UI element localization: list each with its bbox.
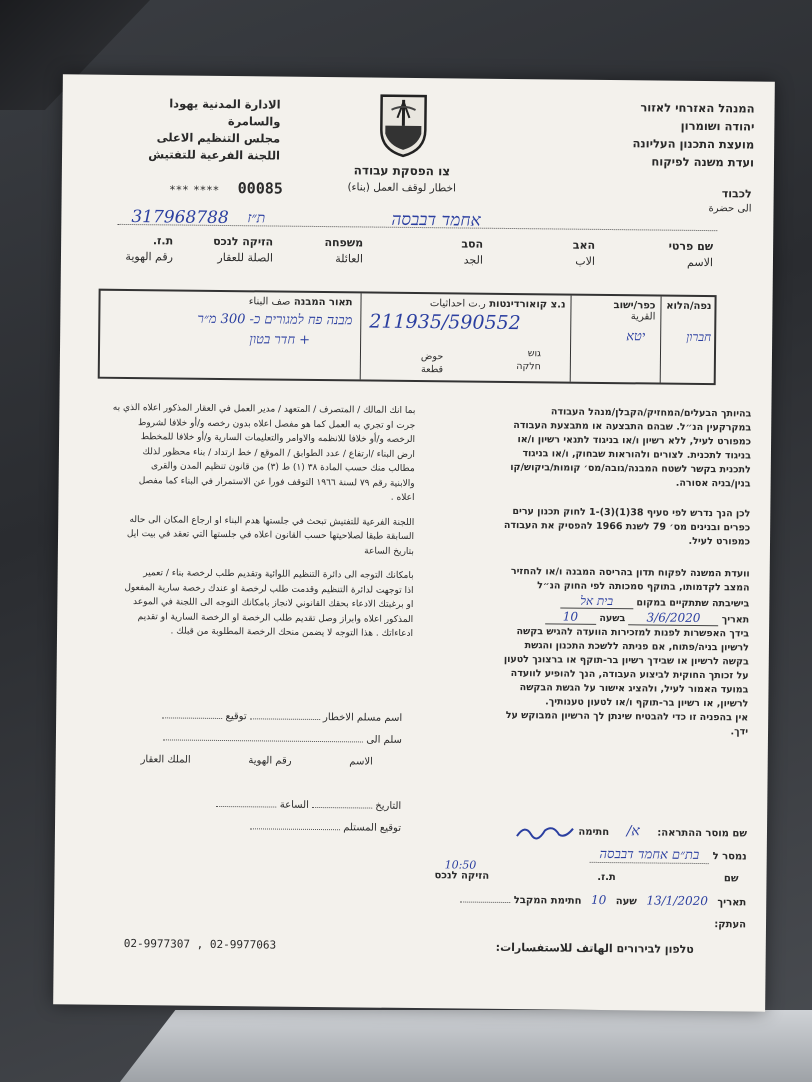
he-body-line: כמפורט לעיל. — [688, 535, 751, 548]
he-body-line: לרשיון בניה/פתוח, אם פניתה ללשכת התכנון והגשת — [524, 640, 749, 654]
handwritten-time: 10:50 — [444, 858, 477, 872]
idf-emblem-icon — [377, 92, 430, 159]
serial-number: 00085 — [237, 179, 283, 198]
desc-value-1: מבנה פח למגורים כ- 300 מ״ר — [197, 311, 353, 329]
ar-body-line: جرت او تجري به العمل كما هو مفصل اعلاه بدون رخصه و/أو خلافا لشروط — [137, 417, 416, 431]
ar-body-line: اذا توجهت لدائرة التنظيم وقدمت طلب لرخصة او عندك رخصة سارية المفعول — [124, 582, 414, 596]
he-body-line: לכן הנך נדרש לפי סעיף 38(1)(3)-1 לחוק תכנון ערים — [512, 506, 751, 520]
field-label-he: הסב — [461, 237, 484, 251]
to-label-he: לכבוד — [721, 187, 752, 201]
field-label-ar: العائلة — [335, 252, 364, 266]
helka-label: חלקה — [516, 361, 541, 373]
he-body-line: לתכנית בקשר לשטח המבנה/גובה/מס׳ קומות/ביקוש/קו — [510, 462, 751, 476]
desc-label-ar: صف البناء — [248, 296, 291, 308]
he-name-label: שם — [723, 873, 739, 885]
he-relation-label: הזיקה לנכס — [434, 870, 490, 882]
coords-label-ar: ر.ت احداثيات — [429, 298, 486, 310]
person-fields-row — [99, 233, 713, 281]
he-deliverer-value: א/ — [626, 823, 640, 840]
ar-date-blank — [312, 807, 372, 809]
hearing-hour-value: 10 — [545, 609, 596, 625]
hebrew-header — [554, 97, 755, 171]
cell-village — [570, 296, 662, 383]
he-body-line: בניגוד לתכנית. לצורים ולהוראות שבחוק, ו/או בניגוד — [522, 448, 751, 462]
he-body-line: ידך. — [730, 726, 749, 738]
coords-value: 211935/590552 — [369, 310, 521, 335]
ar-header-line: مجلس التنظيم الاعلى — [156, 130, 281, 146]
ar-signature-label: توقيع — [225, 711, 247, 723]
ar-body-line: بتاريخ الساعة — [364, 545, 414, 557]
stop-work-order-document — [53, 74, 775, 1011]
ar-signature-blank — [162, 717, 222, 719]
hod-label: حوض — [420, 351, 444, 363]
ar-date-time-row — [111, 793, 401, 818]
ar-receiver-sig-row — [111, 815, 401, 840]
he-given-to-label: נמסר ל — [712, 851, 747, 863]
field-label-ar: الصلة للعقار — [217, 250, 274, 265]
ar-id-label: رقم الهوية — [248, 755, 292, 767]
he-body-line: כפרים ובנינים מס׳ 79 לשנת 1966 להפסיק את העבודה — [503, 519, 751, 534]
field-grandfather — [413, 236, 483, 269]
he-date-value: 13/1/2020 — [646, 893, 708, 909]
footer-phones: 02-9977307 , 02-9977063 — [123, 936, 277, 952]
qita-label: قطعة — [421, 364, 444, 376]
he-body-line: בידך האפשרות לפנות למזכירות הוועדה להגיש בקשה — [516, 626, 750, 640]
he-id-label: ת.ז. — [597, 871, 616, 884]
he-header-line: המנהל האזרחי לאזור — [640, 100, 755, 116]
village-label-he: כפר/ישוב — [613, 300, 656, 312]
village-label-ar: القرية — [630, 311, 656, 323]
hearing-place-value: בית אל — [560, 594, 633, 610]
he-body-line: לרשיון, או רשיון בר-תוקף ו/או לטעון טענותיך. — [545, 696, 749, 710]
he-given-to-value: בת״ם אחמד דבבסה — [589, 847, 709, 864]
ar-body-line: والابنية رقم ٧٩ لسنة ١٩٦٦ التوقف فورا عن الاستمرار في البناء كما مفصل — [138, 475, 415, 489]
district-label: נפה/הלוא — [666, 300, 712, 313]
arabic-delivery-section — [111, 705, 402, 840]
hearing-place-label: בישיבתה שתתקיים במקום — [636, 597, 750, 610]
ar-receiver-sig-blank — [250, 828, 340, 830]
ar-body-line: المذكور اعلاه وابراز وصل تقديم طلب الرخصة او الرخصة السارية او تقديم — [137, 611, 414, 625]
field-label-ar: رقم الهوية — [125, 249, 174, 264]
field-label-he: הזיקה לנכס — [213, 234, 274, 249]
order-title-he: צו הפסקת עבודה — [353, 163, 451, 179]
desc-label-he: תאור המבנה — [293, 296, 353, 309]
hearing-hour-label: בשעה — [599, 612, 626, 625]
he-receiver-sig-blank — [460, 902, 510, 904]
ar-deliverer-label: اسم مسلم الاخطار — [322, 712, 403, 724]
ar-header-line: الادارة المدنية يهودا — [169, 96, 281, 112]
serial-prefix: *** **** — [169, 183, 220, 197]
footer — [124, 937, 694, 956]
ar-receiver-sig-label: توقيع المستلم — [343, 822, 402, 834]
ar-body-line: الرخصه و/أو خلافا للانظمه والاوامر والتعليمات السارية و/أو خلافا للمخطط — [140, 432, 416, 446]
handwritten-name: אחמד דבבסה — [391, 209, 481, 231]
he-header-line: יהודה ושומרון — [680, 118, 755, 134]
he-receiver-sig-label: חתימת המקבל — [513, 895, 582, 907]
he-deliverer-row — [427, 818, 747, 845]
ar-deliverer-row — [112, 705, 402, 730]
he-header-line: ועדת משנה לפיקוח — [651, 154, 755, 170]
field-label-ar: الجد — [463, 253, 484, 267]
he-body-line: אין בהפניה זו כדי להבטיח שינתן לך הרשיון המבוקש על — [505, 709, 749, 724]
ar-name-label: الاسم — [349, 756, 373, 768]
field-label-he: ת.ז. — [152, 234, 174, 248]
ar-body-line: بامكانك التوجه الى دائرة التنظيم اللوائية وتقديم طلب لرخصة بناء / تعمير — [143, 568, 414, 581]
ar-relation-label: الملك العقار — [140, 754, 191, 766]
handwritten-id: 317968788 — [131, 207, 229, 229]
he-body-line: על זכותך החוקית לביצוע העבודה, הנך להופיע לוועדה — [510, 668, 749, 682]
he-hour-value: 10 — [590, 892, 607, 908]
he-body-line: וועדת המשנה לפקוח תדון בהריסה המבנה ו/או להחזיר — [510, 566, 750, 580]
hebrew-delivery-section — [426, 818, 747, 936]
gush-helka — [516, 347, 541, 373]
ar-delivered-to-label: سلم الى — [366, 734, 402, 746]
ar-date-label: التاريخ — [375, 800, 402, 812]
id-prefix: ת״ז — [247, 210, 266, 227]
he-body-line: כמפורט לעיל, ללא רשיון ו/או בניגוד לתנאי רשיון ו/או — [517, 434, 752, 448]
ar-recipient-fields — [112, 749, 402, 774]
he-body-line: המצב לקדמותו, בתוקף סמכותה לפי החוק הנ״ל — [537, 580, 750, 594]
he-date-label: תאריך — [717, 897, 747, 909]
he-signature-label: חתימה — [578, 826, 610, 839]
ar-delivered-to-row — [112, 727, 402, 752]
field-relation — [193, 234, 273, 267]
he-copy-label: העתק: — [714, 919, 747, 931]
ar-body-line: مطالب منك حسب المادة ٣٨ (١) ط (٣) من قانون تنظيم المدن والقرى — [150, 461, 415, 475]
district-value: חברון — [686, 329, 712, 345]
ar-delivered-to-blank — [163, 739, 363, 742]
footer-label: טלפון לבירורים الهاتف للاستفسارات: — [495, 940, 694, 956]
ar-deliverer-blank — [250, 718, 320, 720]
ar-body-line: او برغبتك الادعاء بحقك القانوني لانجاز بامكانك التوجه الى اللجنة في الموعد — [132, 597, 414, 610]
hearing-date-value: 3/6/2020 — [629, 610, 719, 626]
arabic-body — [95, 401, 415, 642]
cell-coordinates — [360, 293, 572, 381]
cell-district — [660, 297, 716, 384]
hebrew-body — [442, 404, 751, 739]
he-body-line: במקרקעין הנ״ל. שבהם התבצעה או מתבצעת העבודה — [513, 420, 752, 434]
cell-building-description — [100, 291, 361, 380]
arabic-header — [110, 95, 281, 165]
he-body-line: בנין/בניה אסורה. — [675, 477, 751, 490]
he-body-line: בהיותך הבעלים/המחזיק/הקבלן/מנהל העבודה — [550, 406, 752, 420]
hod-qita — [421, 350, 444, 376]
field-first-name — [623, 238, 713, 271]
ar-body-line: ادعاءاتك . هذا التوجه لا يضمن منحك الرخصة المطلوبة من قبلك . — [170, 626, 414, 639]
village-value: יטא — [626, 329, 646, 345]
field-family — [293, 235, 363, 268]
he-header-line: מועצת התכנון העליונה — [632, 136, 755, 152]
ar-body-line: السابقة طبقا لصلاحيتها حسب القانون اعلاه في جلستها التي تعقد في بيت ايل — [126, 528, 415, 543]
gush-label: גוש — [527, 348, 542, 360]
he-body-line: במועד האמור לעיל, ולהציג אישור על הגשת הבקשה — [519, 682, 749, 696]
ar-body-line: اعلاه . — [390, 492, 415, 504]
field-label-he: משפחה — [324, 236, 364, 250]
field-label-ar: الاب — [575, 254, 596, 268]
ar-header-line: والسامرة — [227, 114, 281, 129]
he-deliverer-label: שם מוסר ההתראה: — [657, 827, 748, 840]
ar-body-line: اللجنة الفرعية للتفتيش تبحث في جلستها هدم البناء او ارجاع المكان الى حاله — [129, 514, 415, 528]
field-label-ar: الاسم — [687, 255, 714, 270]
field-father — [525, 237, 595, 270]
ar-time-label: الساعة — [279, 799, 309, 811]
he-date-hour-row — [426, 887, 746, 914]
he-hour-label: שעה — [615, 896, 637, 908]
field-label-he: שם פרטי — [668, 239, 714, 254]
to-label-ar: الى حضرة — [708, 203, 752, 215]
field-id — [101, 233, 173, 266]
ar-header-line: اللجنة الفرعية للتفتيش — [148, 147, 281, 163]
order-title-ar: اخطار لوقف العمل (بناء) — [347, 181, 456, 195]
desc-value-2: + חדר בטון — [249, 332, 311, 348]
coords-label-he: נ.צ קואורדינטות — [489, 298, 566, 311]
ar-time-blank — [217, 806, 277, 808]
field-label-he: האב — [572, 238, 596, 252]
ar-body-line: ارض البناء /ارتفاع / عدد الطوابق / الموقع / خط ارتداد / بناء محظور لذلك — [142, 446, 415, 460]
ar-body-line: بما انك المالك / المتصرف / المتعهد / مدير العمل في العقار المذكور اعلاه الذي به — [112, 402, 416, 417]
deliverer-signature-icon — [515, 822, 575, 841]
hearing-date-label: תאריך — [721, 614, 750, 626]
desk-object — [120, 1010, 812, 1082]
he-body-line: בקשה לרשיון או שבידך רשיון בר-תוקף או ברצונך לטעון — [503, 653, 749, 668]
property-table — [98, 289, 717, 385]
